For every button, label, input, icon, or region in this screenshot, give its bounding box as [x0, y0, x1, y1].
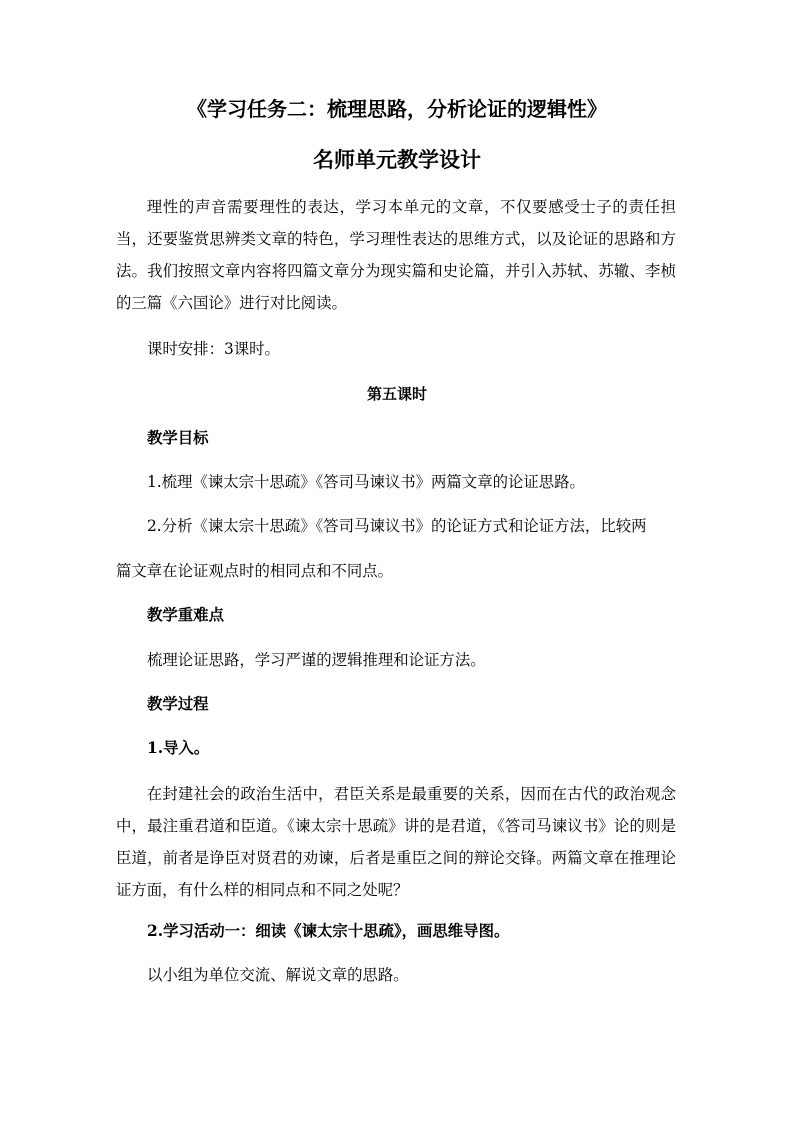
process-heading: 教学过程 — [147, 695, 209, 713]
goal-item-1: 1.梳理《谏太宗十思疏》《答司马谏议书》两篇文章的论证思路。 — [147, 473, 585, 491]
document-title: 《学习任务二：梳理思路，分析论证的逻辑性》 — [187, 97, 607, 121]
step-2-text: 以小组为单位交流、解说文章的思路。 — [147, 966, 409, 984]
step-1-paragraph: 在封建社会的政治生活中，君臣关系是最重要的关系，因而在古代的政治观念中，最注重君道和臣道。《谏太宗十思疏》讲的是君道，《答司马谏议书》论的则是臣道，前者是诤臣对贤君的劝谏，后者是重臣之间的辩论交锋。两篇文章在推理论证方面，有什么样的相同点和不同之处呢？ — [116, 785, 676, 899]
lesson-heading: 第五课时 — [366, 385, 427, 403]
difficulty-heading: 教学重难点 — [147, 606, 224, 624]
step-1-heading: 1.导入。 — [147, 739, 210, 757]
goal-item-2-line-2: 篇文章在论证观点时的相同点和不同点。 — [116, 562, 394, 580]
goals-heading: 教学目标 — [147, 429, 209, 447]
goal-item-2-line-1: 2.分析《谏太宗十思疏》《答司马谏议书》的论证方式和论证方法，比较两 — [147, 517, 647, 535]
difficulty-text: 梳理论证思路，学习严谨的逻辑推理和论证方法。 — [147, 651, 486, 669]
step-2-heading: 2.学习活动一：细读《谏太宗十思疏》，画思维导图。 — [147, 922, 510, 940]
intro-paragraph: 理性的声音需要理性的表达，学习本单元的文章，不仅要感受士子的责任担当，还要鉴赏思辨类文章的特色，学习理性表达的思维方式，以及论证的思路和方法。我们按照文章内容将四篇文章分为现实篇和史论篇，并引入苏轼、苏辙、李桢的三篇《六国论》进行对比阅读。 — [116, 198, 676, 312]
document-subtitle: 名师单元教学设计 — [313, 147, 481, 172]
schedule-text: 课时安排：3课时。 — [147, 340, 280, 358]
